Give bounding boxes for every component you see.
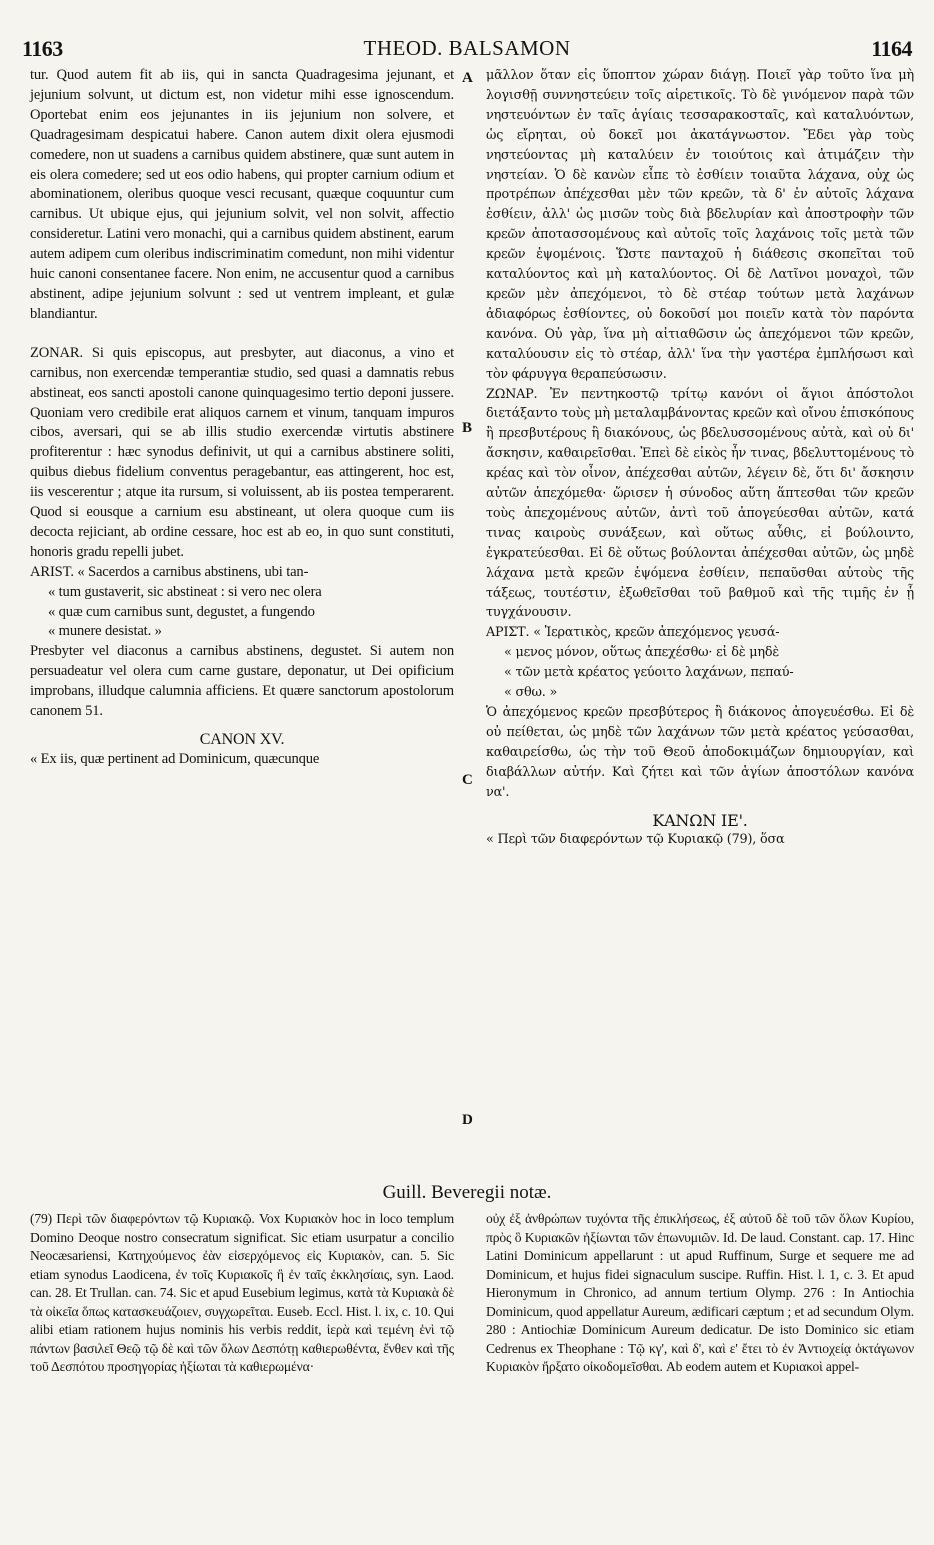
margin-letter-a: A <box>462 70 473 86</box>
margin-letter-b: B <box>462 420 473 436</box>
greek-paragraph: μᾶλλον ὅταν εἰς ὕποπτον χώραν διάγῃ. Ποιεῖ γὰρ τοῦτο ἵνα μὴ λογισθῇ συννηστεύειν τοῖς αἱρετικοῖς. Τὸ δὲ γινόμενον παρὰ τῶν νηστευόντων ἐν ταῖς ἁγίαις τεσσαρακοσταῖς, καὶ καταλυόντων, ὡς εἴρηται, οὐ δοκεῖ μοι ἀκατάγνωστον. Ἔδει γὰρ τοὺς νηστεύοντας μὴ καταλύειν ἐν τοιούτοις καὶ ἀτιμάζειν τὴν νηστείαν. Ὁ δὲ κανὼν εἶπε τὸ ἐσθίειν τοιαῦτα λάχανα, οὐχ ὡς προτρέπων ἀπέχεσθαι μὲν τῶν κρεῶν, τὰ δ' ἐν αὐτοῖς λάχανα ἐσθίειν, ἀλλ' ὡς μισῶν τοὺς διὰ βδελυρίαν καὶ ἀποστροφὴν τῶν κρεῶν ἀποτασσομένους καὶ αὐτοῖς τοῖς λαχάνοις τοῖς μετὰ τῶν κρεῶν ἑψομένοις. Ὥστε πανταχοῦ ἡ διάθεσις σκοπεῖται τοῦ καταλύοντος καὶ μὴ καταλύοντος. Οἱ δὲ Λατῖνοι μοναχοὶ, τῶν κρεῶν μὲν ἀπεχόμενοι, τὸ δὲ στέαρ τούτων μετὰ λαχάνων ἀδιαφόρως ἐσθίοντες, οὐ δοκοῦσί μοι ποιεῖν κατὰ τὸν παρόντα κανόνα. Οὐ γὰρ, ἵνα μὴ αἰτιαθῶσιν ὡς ἀπεχόμενοι τῶν κρεῶν, καταλύουσιν εἰς τὸ στέαρ, ἀλλ' ἵνα τὴν γαστέρα ἐμπλήσωσι καὶ τὸν φάρυγγα θεραπεύσωσιν. <box>486 68 914 382</box>
page-number-left: 1163 <box>22 36 63 61</box>
greek-zonaras-paragraph <box>486 385 914 624</box>
aristenus-label: ARIST. <box>30 563 74 580</box>
aristenus-quote-line: « μενος μόνον, οὕτως ἀπεχέσθω· εἰ δὲ μηδὲ <box>504 645 779 661</box>
latin-paragraph: Presbyter vel diaconus a carnibus abstinens, degustet. Si autem non persuadeatur vel olera cum carne gustare, deponatur, ut Dei opificium improbans, illudque calumnia afficiens. Et quære sanctorum apostolorum canonem 51. <box>30 643 454 720</box>
zonaras-label: ΖΩΝΑΡ. <box>486 386 538 402</box>
note-text: (79) Περὶ τῶν διαφερόντων τῷ Κυριακῷ. Vox Κυριακὸν hoc in loco templum Domino Deoque nostro consecratum significat. Sic etiam usurpatur a concilio Neocæsariensi, Κατηχούμενος ἐὰν εἰσερχόμενος εἰς Κυριακὸν, can. 5. Sic etiam synodus Laodicena, ἐν τοῖς Κυριακοῖς ἢ ἐν ταῖς ἐκκλησίαις, syn. Laod. can. 28. Et Trullan. can. 74. Sic et apud Eusebium legimus, κατὰ τὰ Κυριακὰ δὲ τὰ οἰκεῖα ὅπως κατασκευάζοιεν, συγχωρεῖται. Euseb. Eccl. Hist. l. ix, c. 10. Qui alibi etiam rationem hujus nominis his verbis reddit, ἱερὰ καὶ τεμένη ἑνὶ τῷ πάντων βασιλεῖ Θεῷ τῷ δὲ καὶ τῶν ὅλων Δεσπότῃ καθιερωθέντα, ἔνθεν καὶ τῆς τοῦ Δεσπότου προσηγορίας ἠξίωται τὰ καθιερωμένα· <box>30 1211 454 1374</box>
page-number-right: 1164 <box>871 36 912 61</box>
aristenus-quote-line: « τῶν μετὰ κρέατος γεύοιτο λαχάνων, πεπαύ- <box>504 665 794 681</box>
zonaras-label: ZONAR. <box>30 344 84 361</box>
latin-paragraph: tur. Quod autem fit ab iis, qui in sancta Quadragesima jejunant, et jejunium solvunt, ut dictum est, non videtur mihi esse ignoscendum. Oportebat enim eos jejunantes in iis jejunium non solvere, et Quadragesimam despicatui habere. Canon autem dixit olera ejusmodi comedere, non ut suadens a carnibus quidem abstinere, quæ sunt autem in eis olera comedere; sed ut eos odio habens, qui propter carnium odium et abominationem, oleribus quoque vesci recusant, quæque coquuntur cum carnibus. Ut ubique ejus, qui jejunium solvit, vel non solvit, affectio consideretur. Latini vero monachi, qui a carnibus quidem abstinent, earum autem adipem cum oleribus indiscriminatim comedunt, non mihi videntur huic canoni consentanee facere. Non enim, ne accusentur quod a carnibus abstinent, adipe jejunium solvunt : sed ut ventrem impleant, et gulæ blandiantur. <box>30 67 454 322</box>
aristenus-quote-line: « munere desistat. » <box>48 623 162 640</box>
aristenus-label: ΑΡΙΣΤ. <box>486 625 530 641</box>
aristenus-quote-line: « Sacerdos a carnibus abstinens, ubi tan- <box>77 563 309 580</box>
aristenus-quote-line: « tum gustaverit, sic abstineat : si vero nec olera <box>48 583 322 600</box>
margin-letter-d: D <box>462 1112 473 1128</box>
notes-left-column <box>30 1210 454 1377</box>
page-header <box>22 36 912 66</box>
notes-title: Guill. Beveregii notæ. <box>382 1182 552 1203</box>
section-gap <box>30 325 454 344</box>
aristenus-quote-line: « σθω. » <box>504 685 558 701</box>
note-text: οὐχ ἐξ ἀνθρώπων τυχόντα τῆς ἐπικλήσεως, ἐξ αὐτοῦ δὲ τοῦ τῶν ὅλων Κυρίου, πρὸς ὃ Κυριακῶν ἠξίωνται τῶν ἐπωνυμιῶν. Id. De laud. Constant. cap. 17. Hinc Latini Dominicum appellarunt : ut apud Ruffinum, Surge et sequere me ad Dominicum, et hujus fidei signaculum suscipe. Ruffin. Hist. l. 1, c. 3. Et apud Hieronymum in Chronico, ad annum tertium Olymp. 276 : In Antiochia Dominicum, quod appellatur Aureum, ædificari cæptum ; et ad secundum Olym. 280 : Antiochiæ Dominicum Aureum dedicatur. De isto Dominico sic etiam Cedrenus ex Theophane : Τῷ κγ', καὶ δ', καὶ ε' ἔτει τὸ ἐν Ἀντιοχείᾳ ὀκτάγωνον Κυριακὸν ἤρξατο οἰκοδομεῖσθαι. Ab eodem autem et Κυριακοὶ appel- <box>486 1211 914 1374</box>
running-title: THEOD. BALSAMON <box>363 36 571 60</box>
greek-column <box>486 66 914 850</box>
aristenus-quote-line: « Ἱερατικὸς, κρεῶν ἀπεχόμενος γευσά- <box>533 625 780 641</box>
canon-heading: ΚΑΝΩΝ ΙΕ'. <box>652 810 748 830</box>
greek-paragraph: Ὁ ἀπεχόμενος κρεῶν πρεσβύτερος ἢ διάκονος ἀπογευέσθω. Εἰ δὲ οὐ πείθεται, ὡς μηδὲ τῶν λαχάνων τῶν μετὰ κρέατος γεύσασθαι, καθαιρείσθω, ὡς τὴν τοῦ Θεοῦ ἀποδοκιμάζων δημιουργίαν, καὶ διαβάλλων αὐτήν. Καὶ ζήτει καὶ τῶν ἁγίων ἀποστόλων κανόνα να'. <box>486 705 914 800</box>
zonaras-text: Ἐν πεντηκοστῷ τρίτῳ κανόνι οἱ ἅγιοι ἀπόστολοι διετάξαντο τοὺς μὴ μεταλαμβάνοντας κρεῶν καὶ οἴνου ἐπισκόπους ἢ πρεσβυτέρους ἢ διακόνους, ὡς βδελυσσομένους αὐτὰ, καὶ οὐ δι' ἄσκησιν, καθαιρεῖσθαι. Ἐπεὶ δὲ εἰκὸς ἦν τινας, βδελυττομένους τὸ κρέας καὶ τὸν οἶνον, ἀπέχεσθαι αὐτῶν, λέγειν δὲ, ὅτι δι' ἄσκησιν αὐτῶν ἀπεχόμεθα· ὥρισεν ἡ σύνοδος αὕτη ἅπτεσθαι τῶν κρεῶν τοὺς ἀπεχομένους αὐτῶν, ἀντὶ τοῦ ἀπογεύεσθαι αὐτῶν, κατά τινας καιροὺς συνάξεων, καὶ οὕτως αὖθις, εἰ βούλοιντο, ἐγκρατεύεσθαι. Εἰ δὲ οὕτως βούλονται ἀπέχεσθαι αὐτῶν, ὡς μηδὲ λάχανα μετὰ κρεῶν ἑψόμενα ἐσθίειν, πεπαῦσθαι αὐτοὺς τῆς τάξεως, τουτέστιν, ἐξωθεῖσθαι τοῦ βαθμοῦ καὶ τῆς τιμῆς ἐν ᾗ τυγχάνουσιν. <box>486 386 914 621</box>
margin-letter-c: C <box>462 772 473 788</box>
notes-right-column <box>486 1210 914 1377</box>
latin-column <box>30 66 454 770</box>
canon-text: « Περὶ τῶν διαφερόντων τῷ Κυριακῷ (79), ὅσα <box>486 832 785 848</box>
latin-aristenus-paragraph <box>30 563 454 583</box>
greek-aristenus-paragraph <box>486 623 914 643</box>
latin-zonaras-paragraph <box>30 344 454 563</box>
aristenus-quote-line: « quæ cum carnibus sunt, degustet, a fungendo <box>48 603 315 620</box>
canon-text: « Ex iis, quæ pertinent ad Dominicum, quæcunque <box>30 750 320 767</box>
canon-heading: CANON XV. <box>199 731 285 748</box>
zonaras-text: Si quis episcopus, aut presbyter, aut diaconus, a vino et carnibus, non exercendæ temperantiæ studio, sed quasi a damnatis rebus abstineat, eos sancti apostoli canone quinquagesimo tertio deponi jussere. Quoniam vero credibile erat aliquos carnem et vinum, tanquam impuros cibos, aversari, qui se ab illis studio exercendæ virtutis abstinere profiterentur : hæc synodus definivit, ut qui a carnibus abstinere soliti, quibus diebus fidelium conventus peragebantur, eas attingerent, hoc est, iis vescerentur ; atque ita rursum, si voluissent, ab iis postea temperarent. Quod si eousque a carnium esu abstineant, ut olera quoque cum iis decocta rejiciant, ab ordine cessare, hoc est ab eo, in quo sunt constituti, honoris gradu repelli jubet. <box>30 344 454 560</box>
